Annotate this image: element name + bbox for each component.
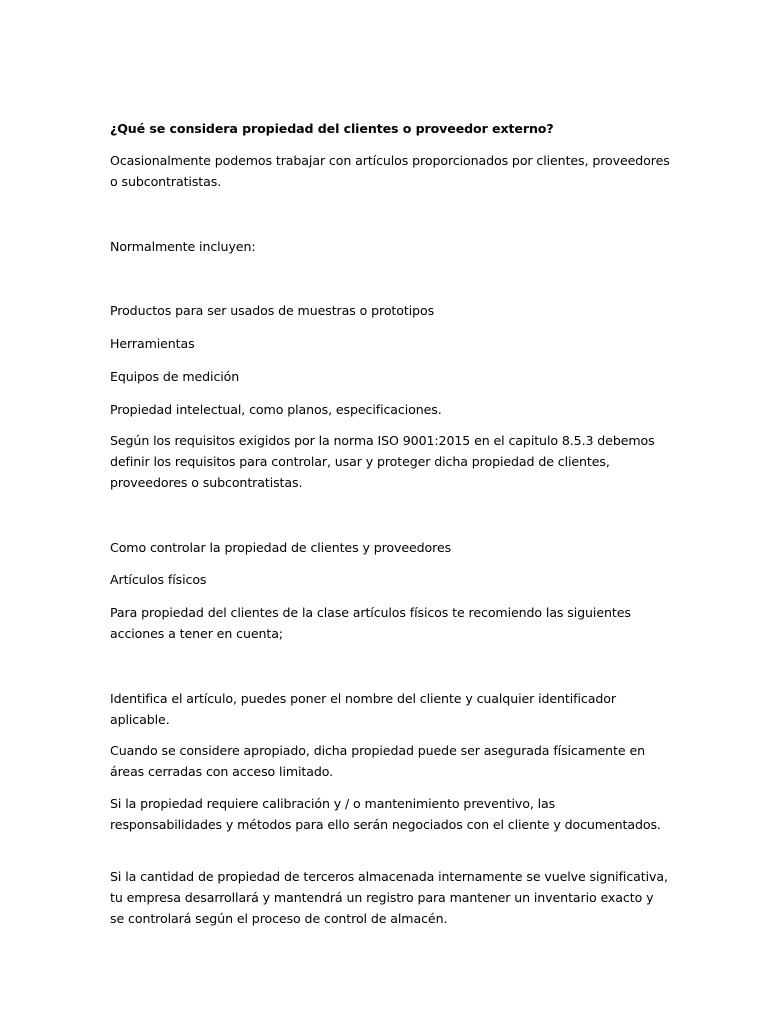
list-item-intellectual-property: Propiedad intelectual, como planos, especificaciones. [110,402,442,417]
section-subheading-physical: Artículos físicos [110,572,207,587]
document-title: ¿Qué se considera propiedad del clientes o proveedor externo? [110,121,554,136]
document-page [110,0,670,1024]
section-heading-control: Como controlar la propiedad de clientes y proveedores [110,540,452,555]
paragraph-calibration: Si la propiedad requiere calibración y / o mantenimiento preventivo, las responsabilidades y métodos para ello serán negociados con el cliente y documentados. [110,796,661,832]
list-item-measuring-equipment: Equipos de medición [110,369,240,384]
paragraph-identify: Identifica el artículo, puedes poner el nombre del cliente y cualquier identificador aplicable. [110,691,616,727]
list-item-products: Productos para ser usados de muestras o prototipos [110,303,435,318]
paragraph-recommendations: Para propiedad del clientes de la clase artículos físicos te recomiendo las siguientes acciones a tener en cuenta; [110,605,631,641]
paragraph-inventory: Si la cantidad de propiedad de terceros almacenada internamente se vuelve significativa, tu empresa desarrollará y mantendrá un registro para mantener un inventario exacto y se controlará según el proceso de control de almacén. [110,869,668,926]
paragraph-iso-requirements: Según los requisitos exigidos por la norma ISO 9001:2015 en el capitulo 8.5.3 debemos definir los requisitos para controlar, usar y proteger dicha propiedad de clientes, proveedores o subcontratistas. [110,433,655,490]
paragraph-normally-include: Normalmente incluyen: [110,239,256,254]
list-item-tools: Herramientas [110,336,195,351]
paragraph-intro: Ocasionalmente podemos trabajar con artículos proporcionados por clientes, proveedores o subcontratistas. [110,153,670,189]
paragraph-secure: Cuando se considere apropiado, dicha propiedad puede ser asegurada físicamente en áreas cerradas con acceso limitado. [110,743,645,779]
